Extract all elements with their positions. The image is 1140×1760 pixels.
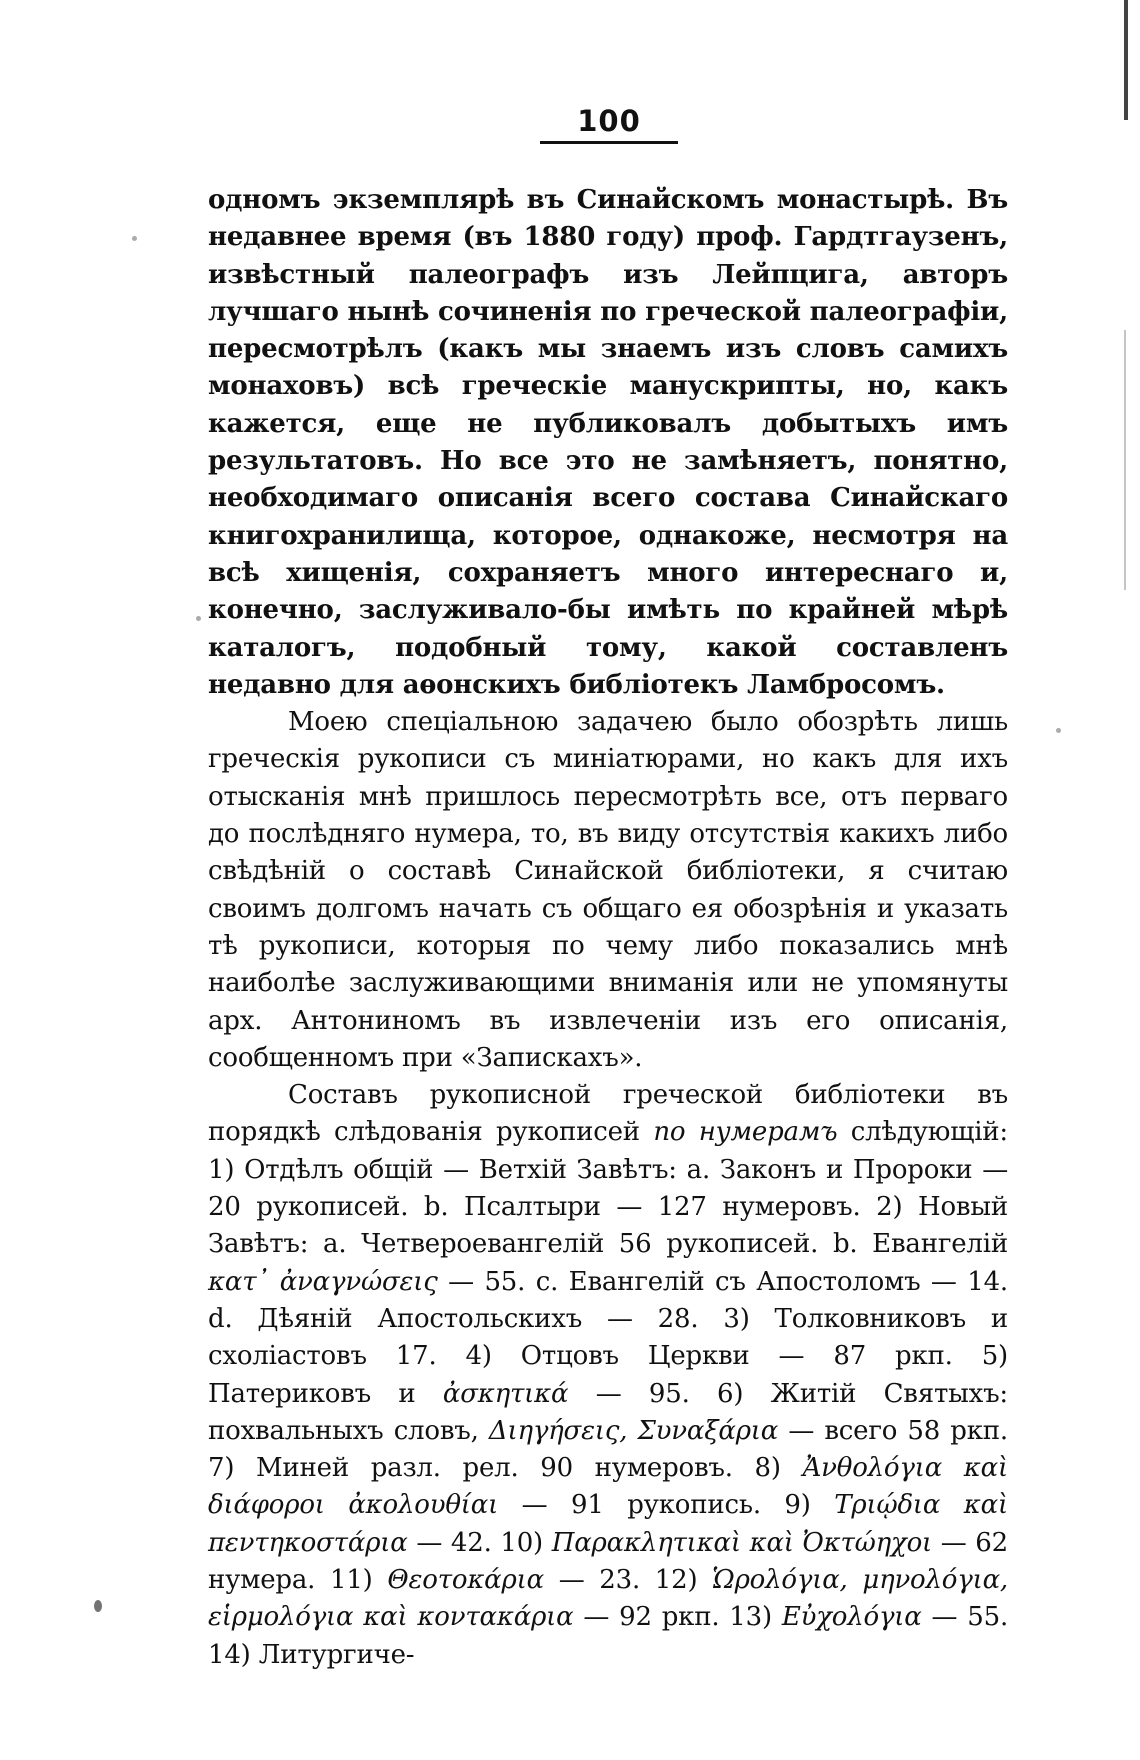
paragraph-3-part-13: — 42. 10) [407,1527,552,1558]
paragraph-3-part-6: ἀσκητικά [442,1378,569,1409]
paper-speck [1056,728,1061,733]
paper-speck [132,236,137,241]
paper-speck [196,616,201,621]
scan-edge-shadow [1124,330,1126,590]
paragraph-3-part-9: — всего 58 ркп. 7) Миней разл. рел. 90 нумеровъ. 8) [208,1415,1008,1484]
paragraph-2-text: Моею спеціальною задачею было обозрѣть лишь греческія рукописи съ миніатюрами, но какъ для ихъ отысканія мнѣ пришлось пересмотрѣть все, отъ перваго до послѣдняго нумера, то, въ виду отсутствія какихъ либо свѣдѣній о составѣ Синайской библіотеки, я считаю своимъ долгомъ начать съ общаго ея обозрѣнія и указать тѣ рукописи, которыя по чему либо показались мнѣ наиболѣе заслуживающими вниманія или не упомянуты арх. Антониномъ въ извлеченіи изъ его описанія, сообщенномъ при «Запискахъ». [208,707,1008,1073]
paragraph-1 [208,182,1008,704]
paragraph-3-part-7: — 95. 6) Житій Святыхъ: похвальныхъ словъ, [208,1378,1008,1446]
paragraph-3-part-3: слѣдующій: 1) Отдѣлъ общій — Ветхій Завѣтъ: а. Законъ и Пророки — 20 рукописей. b. Псалтыри — 127 нумеровъ. 2) Новый Завѣтъ: а. Четвероевангелій 56 рукописей. b. Евангелій [208,1117,1008,1260]
paragraph-3-part-4: κατ᾽ ἀναγνώσεις [208,1266,438,1297]
paper-speck [94,1600,102,1612]
paragraph-3-part-14: Παρακλητικαὶ καὶ Ὀκτώηχοι [551,1527,933,1558]
paragraph-3-part-10: Ἀνθολόγια καὶ διάφοροι ἀκολουθίαι [208,1453,1008,1521]
paragraph-3-part-11: — 91 рукопись. 9) [498,1490,835,1521]
paragraph-2 [208,704,1008,1077]
paragraph-3-part-2: по нумерамъ [653,1117,838,1148]
paragraph-3-part-20: Εὐχολόγια [781,1602,922,1633]
paragraph-3-part-19: — 92 ркп. 13) [573,1602,782,1633]
paragraph-3-part-17: — 23. 12) [543,1564,713,1595]
page-number: 100 [577,104,641,138]
paragraph-3-part-16: Θεοτοκάρια [387,1564,544,1595]
paragraph-3 [208,1077,1008,1674]
paragraph-3-part-5: — 55. c. Евангелій съ Апостоломъ — 14. d. Дѣяній Апостольскихъ — 28. 3) Толковниковъ и схоліастовъ 17. 4) Отцовъ Церкви — 87 ркп. 5) Патериковъ и [208,1266,1008,1409]
paragraph-3-part-21: — 55. 14) Литургиче- [208,1602,1009,1670]
paragraph-3-part-12: Τριῴδια καὶ πεντηκοστάρια [208,1490,1008,1558]
paragraph-3-part-1: Составъ рукописной греческой библіотеки въ порядкѣ слѣдованія рукописей [208,1080,1008,1148]
paragraph-3-part-18: Ὡρολόγια, μηνολόγια, εἱρμολόγια καὶ κοντακάρια [208,1564,1008,1633]
scan-edge-mark [1124,0,1128,120]
paragraph-1-text: одномъ экземплярѣ въ Синайскомъ монастырѣ. Въ недавнее время (въ 1880 году) проф. Гардтгаузенъ, извѣстный палеографъ изъ Лейпцига, авторъ лучшаго нынѣ сочиненія по греческой палеографіи, пересмотрѣлъ (какъ мы знаемъ изъ словъ самихъ монаховъ) всѣ греческіе манускрипты, но, какъ кажется, еще не публиковалъ добытыхъ имъ результатовъ. Но все это не замѣняетъ, понятно, необходимаго описанія всего состава Синайскаго книгохранилища, которое, однакоже, несмотря на всѣ хищенія, сохраняетъ много интереснаго и, конечно, заслуживало-бы имѣть по крайней мѣрѣ каталогъ, подобный тому, какой составленъ недавно для аѳонскихъ библіотекъ Ламбросомъ. [208,185,1008,700]
paragraph-3-part-8: Διηγήσεις, Συναξάρια [488,1415,779,1446]
page-number-rule [540,141,678,144]
paragraph-3-part-15: — 62 нумера. 11) [208,1527,1008,1595]
body-text [208,182,1008,1674]
